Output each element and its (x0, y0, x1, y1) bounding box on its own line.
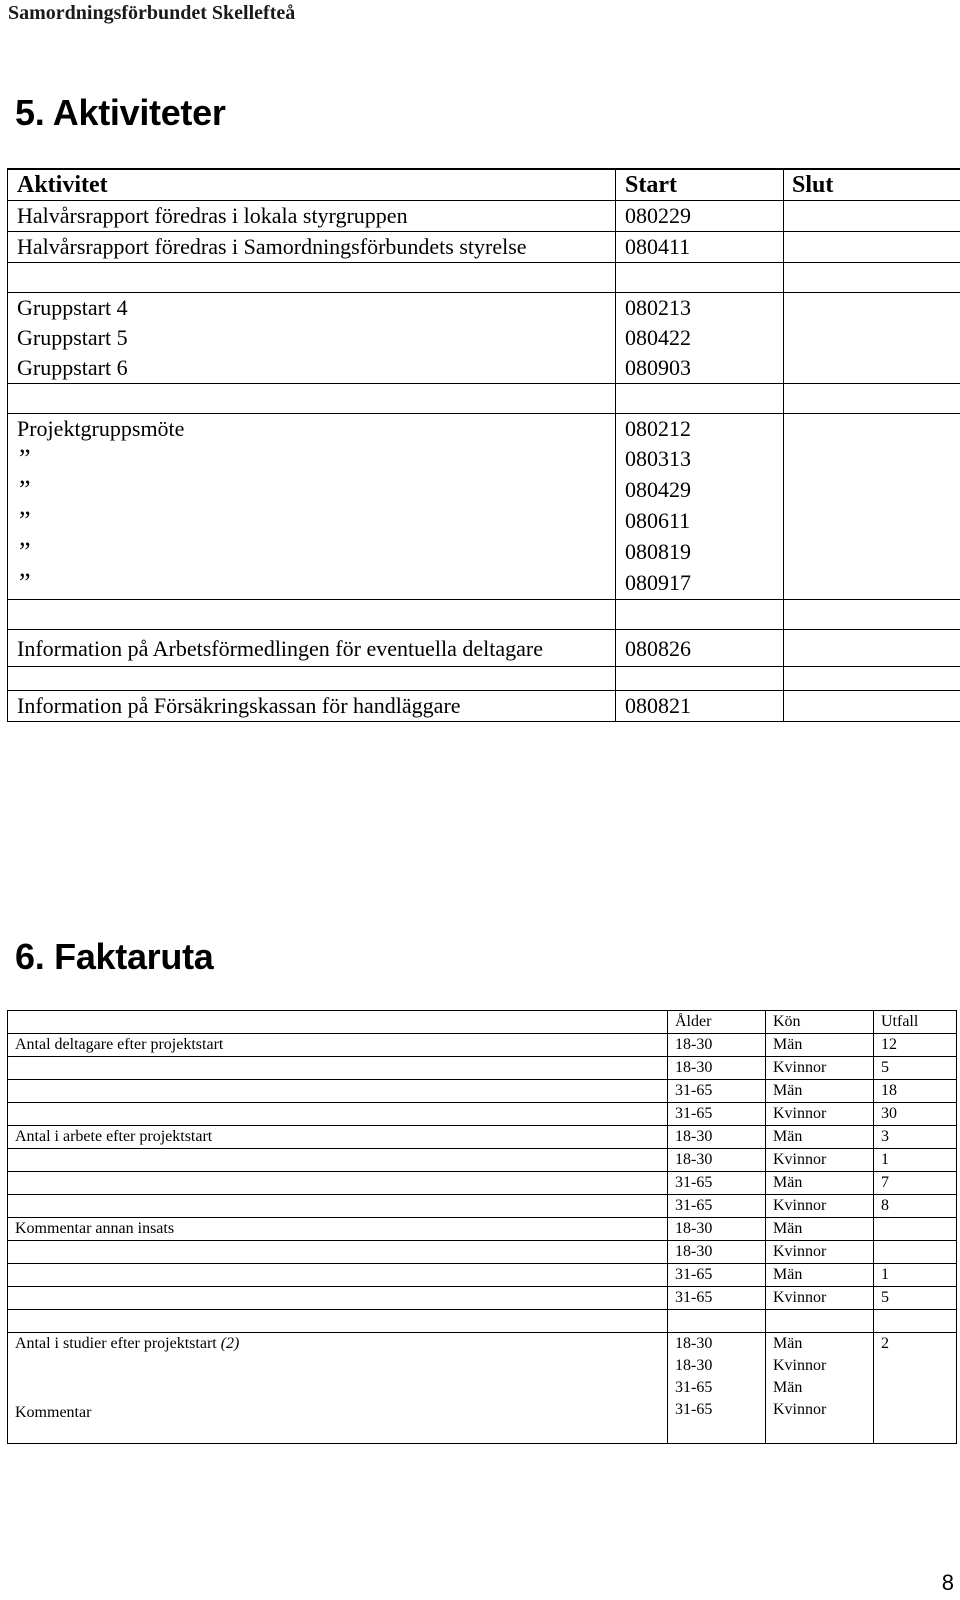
column-header-utfall: Utfall (874, 1011, 957, 1034)
label-cell (8, 1333, 668, 1356)
utfall-cell: 1 (874, 1264, 957, 1287)
footnote-ref: (2) (220, 1335, 240, 1352)
slut-cell (784, 691, 960, 722)
label-cell (8, 1195, 668, 1218)
utfall-cell: 3 (874, 1126, 957, 1149)
slut-cell (784, 353, 960, 384)
section-heading-aktiviteter: 5. Aktiviteter (15, 92, 226, 133)
utfall-cell: 7 (874, 1172, 957, 1195)
table-row (8, 568, 960, 600)
ditto-text: ” (19, 537, 25, 566)
kon-cell: Kvinnor (766, 1195, 874, 1218)
table-header-row (8, 1011, 957, 1034)
alder-cell: 18-30 (668, 1057, 766, 1080)
utfall-cell: 2 (874, 1333, 957, 1356)
utfall-cell: 5 (874, 1287, 957, 1310)
label-cell (8, 1287, 668, 1310)
table-row (8, 201, 960, 232)
alder-cell: 18-30 (668, 1333, 766, 1356)
utfall-cell (874, 1355, 957, 1377)
slut-cell (784, 667, 960, 691)
alder-cell: 31-65 (668, 1172, 766, 1195)
kon-cell: Män (766, 1126, 874, 1149)
table-row (8, 1218, 957, 1241)
start-cell: 080422 (616, 323, 784, 353)
kon-cell: Kvinnor (766, 1149, 874, 1172)
ditto-text: ” (19, 475, 25, 504)
table-row (8, 537, 960, 568)
alder-cell: 31-65 (668, 1264, 766, 1287)
start-cell: 080313 (616, 444, 784, 475)
utfall-cell: 5 (874, 1057, 957, 1080)
activities-table (7, 168, 960, 722)
start-cell (616, 600, 784, 630)
table-row-blank (8, 1421, 957, 1444)
label-cell (8, 1241, 668, 1264)
ditto-text: ” (19, 568, 25, 597)
label-cell (8, 1355, 668, 1377)
alder-cell: 18-30 (668, 1241, 766, 1264)
kon-cell: Män (766, 1333, 874, 1356)
utfall-cell (874, 1377, 957, 1399)
label-cell (8, 1149, 668, 1172)
column-header-alder: Ålder (668, 1011, 766, 1034)
column-header-start: Start (616, 169, 784, 201)
table-row (8, 506, 960, 537)
label-cell: Antal deltagare efter projektstart (8, 1034, 668, 1057)
label-cell (8, 1310, 668, 1333)
kon-cell: Män (766, 1034, 874, 1057)
section-heading-faktaruta: 6. Faktaruta (15, 936, 214, 977)
kon-cell: Kvinnor (766, 1287, 874, 1310)
ditto-mark (8, 537, 616, 568)
slut-cell (784, 293, 960, 324)
alder-cell: 18-30 (668, 1034, 766, 1057)
table-row (8, 1355, 957, 1377)
start-cell (616, 263, 784, 293)
alder-cell: 31-65 (668, 1195, 766, 1218)
page-number: 8 (941, 1570, 954, 1595)
utfall-cell: 30 (874, 1103, 957, 1126)
slut-cell (784, 600, 960, 630)
column-header-kon: Kön (766, 1011, 874, 1034)
alder-cell: 18-30 (668, 1126, 766, 1149)
table-row (8, 1080, 957, 1103)
kon-cell: Män (766, 1080, 874, 1103)
kon-cell: Kvinnor (766, 1355, 874, 1377)
label-cell (8, 1264, 668, 1287)
table-row (8, 475, 960, 506)
ditto-mark (8, 568, 616, 600)
utfall-cell: 8 (874, 1195, 957, 1218)
slut-cell (784, 475, 960, 506)
start-cell: 080611 (616, 506, 784, 537)
kon-cell: Män (766, 1218, 874, 1241)
table-row (8, 414, 960, 445)
kon-cell (766, 1421, 874, 1444)
label-cell (8, 1057, 668, 1080)
slut-cell (784, 568, 960, 600)
table-row (8, 293, 960, 324)
utfall-cell: 1 (874, 1149, 957, 1172)
ditto-text: ” (19, 506, 25, 535)
start-cell: 080903 (616, 353, 784, 384)
alder-cell: 31-65 (668, 1080, 766, 1103)
start-cell: 080819 (616, 537, 784, 568)
table-row (8, 1264, 957, 1287)
kon-cell: Män (766, 1377, 874, 1399)
activity-cell (8, 384, 616, 414)
table-row-blank (8, 1310, 957, 1333)
table-row (8, 1399, 957, 1421)
ditto-mark (8, 506, 616, 537)
table-row-blank (8, 263, 960, 293)
label-cell (8, 1172, 668, 1195)
start-cell: 080917 (616, 568, 784, 600)
slut-cell (784, 630, 960, 667)
kon-cell: Kvinnor (766, 1103, 874, 1126)
label-cell (8, 1103, 668, 1126)
faktaruta-table (7, 1010, 957, 1444)
activity-cell: Projektgruppsmöte (8, 414, 616, 445)
alder-cell (668, 1421, 766, 1444)
alder-cell: 31-65 (668, 1377, 766, 1399)
label-cell (8, 1421, 668, 1444)
table-row (8, 1172, 957, 1195)
table-row (8, 1241, 957, 1264)
label-cell (8, 1377, 668, 1399)
table-row-blank (8, 667, 960, 691)
start-cell: 080411 (616, 232, 784, 263)
table-row (8, 630, 960, 667)
table-row (8, 1057, 957, 1080)
activity-cell: Halvårsrapport föredras i Samordningsförbundets styrelse (8, 232, 616, 263)
activity-cell: Information på Försäkringskassan för handläggare (8, 691, 616, 722)
ditto-text: ” (19, 444, 25, 473)
table-header-row (8, 169, 960, 201)
table-row (8, 1287, 957, 1310)
start-cell: 080213 (616, 293, 784, 324)
activity-cell (8, 263, 616, 293)
table-row (8, 444, 960, 475)
start-cell: 080821 (616, 691, 784, 722)
column-header-aktivitet: Aktivitet (8, 169, 616, 201)
utfall-cell (874, 1241, 957, 1264)
organization-header: Samordningsförbundet Skellefteå (8, 2, 296, 24)
start-cell (616, 384, 784, 414)
kon-cell: Män (766, 1172, 874, 1195)
alder-cell (668, 1310, 766, 1333)
activity-cell: Gruppstart 4 (8, 293, 616, 324)
table-row (8, 1149, 957, 1172)
table-row (8, 1103, 957, 1126)
label-cell: Kommentar annan insats (8, 1218, 668, 1241)
kon-cell: Män (766, 1264, 874, 1287)
ditto-mark (8, 475, 616, 506)
label-cell: Kommentar (8, 1399, 668, 1421)
utfall-cell (874, 1421, 957, 1444)
table-row (8, 1333, 957, 1356)
slut-cell (784, 232, 960, 263)
utfall-cell (874, 1399, 957, 1421)
start-cell: 080429 (616, 475, 784, 506)
slut-cell (784, 384, 960, 414)
activity-cell (8, 667, 616, 691)
kon-cell: Kvinnor (766, 1057, 874, 1080)
activity-cell: Gruppstart 6 (8, 353, 616, 384)
slut-cell (784, 506, 960, 537)
alder-cell: 31-65 (668, 1399, 766, 1421)
start-cell (616, 667, 784, 691)
kon-cell: Kvinnor (766, 1399, 874, 1421)
start-cell: 080229 (616, 201, 784, 232)
ditto-mark (8, 444, 616, 475)
table-row-blank (8, 384, 960, 414)
column-header-slut: Slut (784, 169, 960, 201)
column-header-label (8, 1011, 668, 1034)
activity-cell: Gruppstart 5 (8, 323, 616, 353)
utfall-cell: 12 (874, 1034, 957, 1057)
slut-cell (784, 414, 960, 445)
label-text: Antal i studier efter projektstart (2) (15, 1335, 240, 1352)
slut-cell (784, 201, 960, 232)
table-row (8, 691, 960, 722)
start-cell: 080212 (616, 414, 784, 445)
alder-cell: 31-65 (668, 1103, 766, 1126)
alder-cell: 18-30 (668, 1218, 766, 1241)
table-row (8, 1377, 957, 1399)
utfall-cell (874, 1310, 957, 1333)
table-row (8, 323, 960, 353)
table-row-blank (8, 600, 960, 630)
activity-cell: Information på Arbetsförmedlingen för eventuella deltagare (8, 630, 616, 667)
table-row (8, 232, 960, 263)
table-row (8, 1034, 957, 1057)
table-row (8, 1126, 957, 1149)
label-cell (8, 1080, 668, 1103)
utfall-cell (874, 1218, 957, 1241)
alder-cell: 18-30 (668, 1149, 766, 1172)
activity-cell (8, 600, 616, 630)
alder-cell: 31-65 (668, 1287, 766, 1310)
slut-cell (784, 537, 960, 568)
table-row (8, 353, 960, 384)
alder-cell: 18-30 (668, 1355, 766, 1377)
table-row (8, 1195, 957, 1218)
start-cell: 080826 (616, 630, 784, 667)
kon-cell: Kvinnor (766, 1241, 874, 1264)
slut-cell (784, 263, 960, 293)
utfall-cell: 18 (874, 1080, 957, 1103)
label-cell: Antal i arbete efter projektstart (8, 1126, 668, 1149)
slut-cell (784, 444, 960, 475)
activity-cell: Halvårsrapport föredras i lokala styrgruppen (8, 201, 616, 232)
kon-cell (766, 1310, 874, 1333)
slut-cell (784, 323, 960, 353)
